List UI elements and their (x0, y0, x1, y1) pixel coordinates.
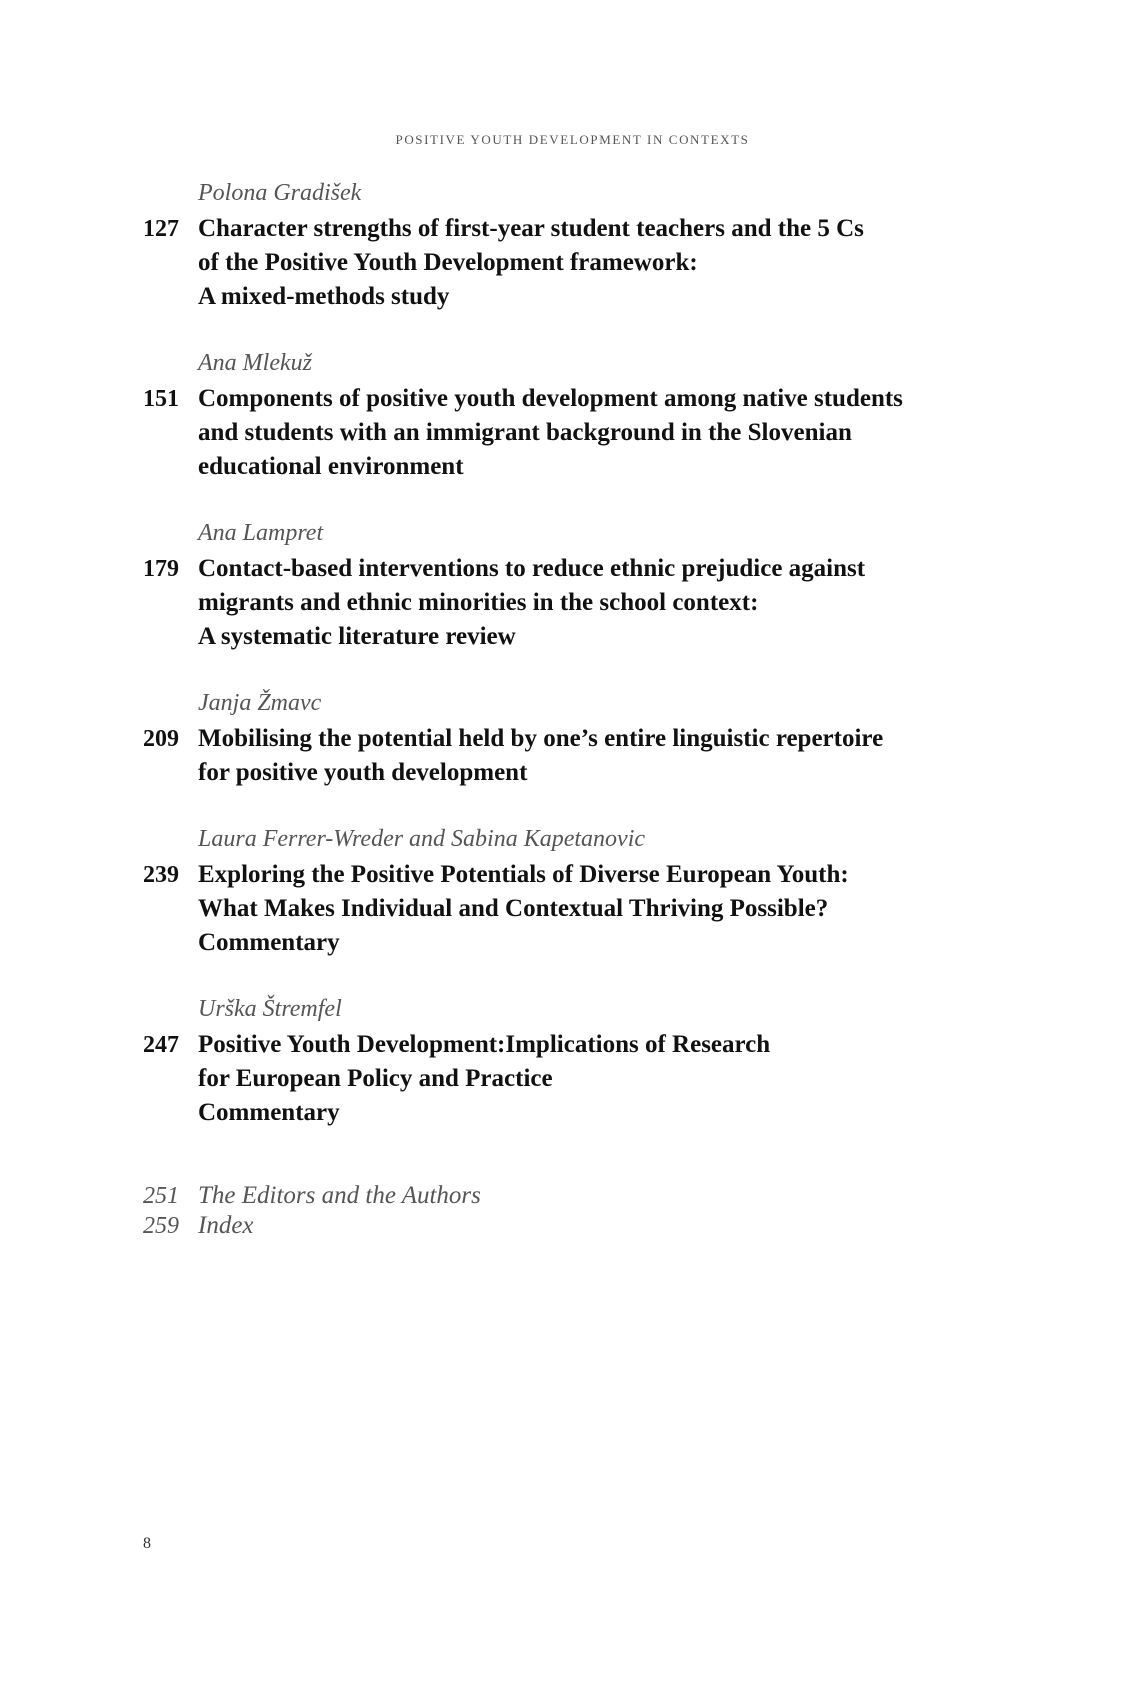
entry-page-number: 239 (143, 862, 179, 888)
entry-title-row (143, 382, 1023, 484)
entry-title-row (143, 722, 1023, 790)
entry-page-number: 127 (143, 216, 179, 242)
toc-entries (143, 178, 1023, 1164)
entry-title-line: Character strengths of first-year student teachers and the 5 Cs (198, 215, 864, 242)
entry-title-line: A mixed-methods study (198, 283, 450, 310)
entry-page-number: 209 (143, 726, 179, 752)
entry-title (198, 1028, 770, 1130)
running-head: POSITIVE YOUTH DEVELOPMENT IN CONTEXTS (395, 132, 750, 147)
folio-page-number: 8 (143, 1535, 151, 1552)
entry-title-row (143, 552, 1023, 654)
entry-author: Polona Gradišek (198, 180, 362, 206)
entry-title-line: migrants and ethnic minorities in the school context: (198, 589, 759, 616)
back-matter-row (143, 1181, 943, 1211)
back-matter-label: The Editors and the Authors (198, 1182, 481, 1209)
entry-title-line: Exploring the Positive Potentials of Diverse European Youth: (198, 861, 849, 888)
back-matter (143, 1181, 943, 1241)
entry-author: Ana Mlekuž (198, 350, 312, 376)
toc-entry (143, 178, 1023, 314)
entry-author: Urška Štremfel (198, 996, 342, 1022)
entry-title-row (143, 212, 1023, 314)
toc-entry (143, 688, 1023, 790)
entry-title-line: A systematic literature review (198, 623, 516, 650)
entry-title-line: for European Policy and Practice (198, 1065, 553, 1092)
entry-title-row (143, 858, 1023, 960)
toc-entry (143, 824, 1023, 960)
toc-entry (143, 518, 1023, 654)
entry-title (198, 382, 903, 484)
entry-title (198, 722, 883, 790)
entry-page-number: 247 (143, 1032, 179, 1058)
entry-author: Ana Lampret (198, 520, 324, 546)
entry-title-line: Commentary (198, 929, 340, 956)
back-matter-label: Index (198, 1212, 254, 1239)
entry-title (198, 552, 865, 654)
entry-title (198, 858, 849, 960)
back-matter-page-number: 259 (143, 1213, 179, 1239)
entry-title-line: Components of positive youth development among native students (198, 385, 903, 412)
toc-entry (143, 348, 1023, 484)
entry-title-line: of the Positive Youth Development framework: (198, 249, 698, 276)
back-matter-page-number: 251 (143, 1183, 179, 1209)
entry-page-number: 179 (143, 556, 179, 582)
entry-title-line: Commentary (198, 1099, 340, 1126)
entry-page-number: 151 (143, 386, 179, 412)
entry-title-line: Contact-based interventions to reduce ethnic prejudice against (198, 555, 866, 582)
entry-author: Janja Žmavc (198, 690, 322, 716)
entry-title-line: for positive youth development (198, 759, 528, 786)
entry-title-row (143, 1028, 1023, 1130)
entry-title-line: and students with an immigrant background in the Slovenian (198, 419, 852, 446)
toc-entry (143, 994, 1023, 1130)
entry-title (198, 212, 864, 314)
entry-author: Laura Ferrer-Wreder and Sabina Kapetanovic (198, 826, 646, 852)
entry-title-line: educational environment (198, 453, 464, 480)
back-matter-row (143, 1211, 943, 1241)
entry-title-line: Mobilising the potential held by one’s entire linguistic repertoire (198, 725, 884, 752)
entry-title-line: What Makes Individual and Contextual Thriving Possible? (198, 895, 829, 922)
entry-title-line: Positive Youth Development:Implications of Research (198, 1031, 771, 1058)
